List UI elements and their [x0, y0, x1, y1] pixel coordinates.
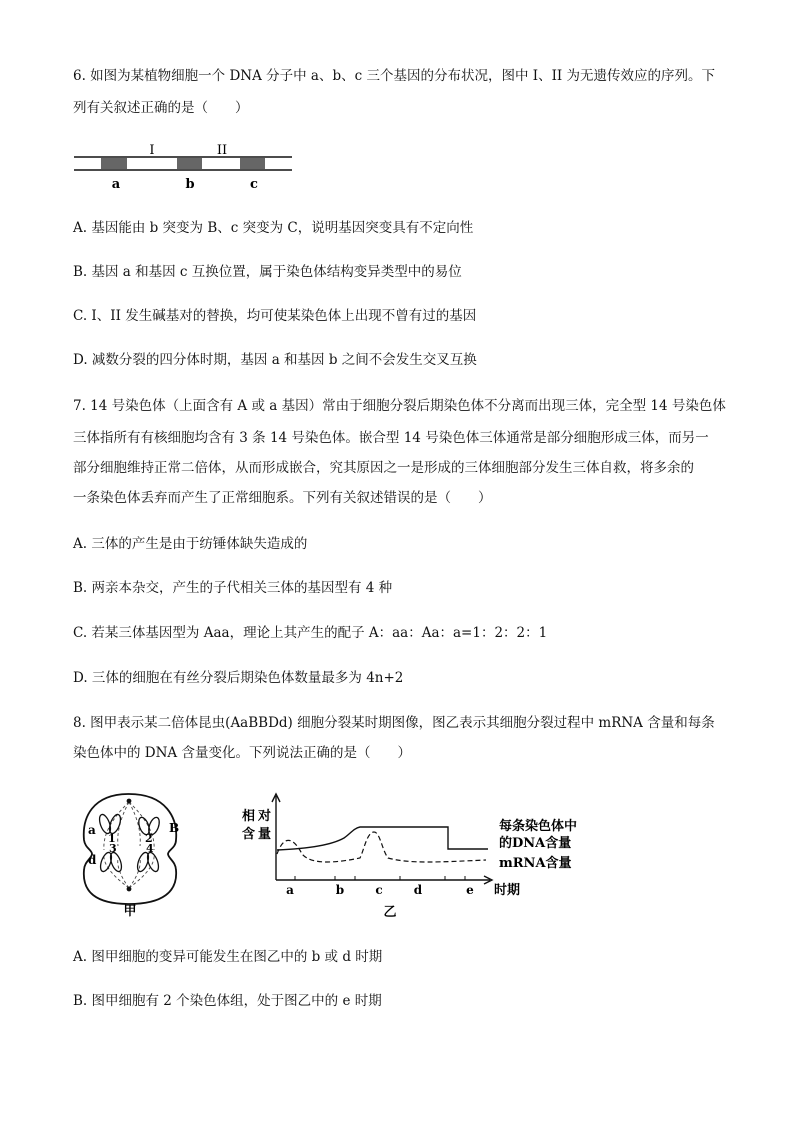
- x-tick-c: c: [375, 883, 383, 897]
- centriole-bottom: [127, 887, 132, 892]
- x-tick-d: d: [413, 883, 423, 897]
- y-label-char-2: 对: [258, 809, 272, 824]
- legend-dna-line1: 每条染色体中: [499, 819, 578, 834]
- gene-a-label: a: [111, 177, 121, 192]
- q6-option-a: A. 基因能由 b 突变为 B、c 突变为 C，说明基因突变具有不定向性: [73, 220, 474, 236]
- x-axis-label: 时期: [494, 883, 521, 898]
- y-label-char-3: 含: [242, 827, 256, 842]
- q7-option-b: B. 两亲本杂交，产生的子代相关三体的基因型有 4 种: [73, 580, 393, 596]
- gene-a-box: [101, 158, 127, 169]
- label-II: II: [216, 143, 228, 158]
- y-label-char-4: 量: [258, 827, 272, 842]
- q7-option-c: C. 若某三体基因型为 Aaa，理论上其产生的配子 A：aa：Aa：a=1：2：2：1: [73, 625, 548, 641]
- q7-stem-line4: 一条染色体丢弃而产生了正常细胞系。下列有关叙述错误的是（ ）: [73, 490, 492, 506]
- allele-B: B: [169, 821, 180, 835]
- allele-a: a: [88, 823, 96, 837]
- q6-option-d: D. 减数分裂的四分体时期，基因 a 和基因 b 之间不会发生交叉互换: [73, 352, 477, 368]
- y-axis-label: [242, 808, 271, 842]
- x-tick-e: e: [466, 883, 474, 897]
- gene-b-box: [177, 158, 202, 169]
- x-tick-b: b: [335, 883, 345, 897]
- q6-stem-line1: 6. 如图为某植物细胞一个 DNA 分子中 a、b、c 三个基因的分布状况，图中 I、II 为无遗传效应的序列。下: [73, 68, 716, 84]
- figure-yi-caption: 乙: [383, 905, 397, 920]
- chromosome-num-4: 4: [146, 842, 154, 855]
- gene-b-label: b: [185, 177, 195, 192]
- q8-stem-line2: 染色体中的 DNA 含量变化。下列说法正确的是（ ）: [73, 745, 411, 761]
- gene-c-label: c: [250, 177, 258, 192]
- x-tick-a: a: [286, 883, 294, 897]
- q6-option-b: B. 基因 a 和基因 c 互换位置，属于染色体结构变异类型中的易位: [73, 264, 462, 280]
- legend-dna-line2: 的DNA含量: [499, 836, 572, 851]
- q6-stem-line2: 列有关叙述正确的是（ ）: [73, 100, 249, 116]
- q7-stem-line1: 7. 14 号染色体（上面含有 A 或 a 基因）常由于细胞分裂后期染色体不分离而出现三体，完全型 14 号染色体: [73, 398, 726, 414]
- q8-option-a: A. 图甲细胞的变异可能发生在图乙中的 b 或 d 时期: [73, 949, 383, 965]
- legend-mrna: mRNA含量: [499, 856, 572, 871]
- allele-d: d: [88, 853, 97, 867]
- chromosome-num-3: 3: [109, 842, 117, 855]
- q7-option-a: A. 三体的产生是由于纺锤体缺失造成的: [73, 536, 308, 552]
- content-change-graph: [240, 792, 620, 920]
- y-label-char-1: 相: [242, 809, 256, 824]
- q6-option-c: C. I、II 发生碱基对的替换，均可使某染色体上出现不曾有过的基因: [73, 308, 477, 324]
- q8-stem-line1: 8. 图甲表示某二倍体昆虫(AaBBDd) 细胞分裂某时期图像，图乙表示其细胞分裂过程中 mRNA 含量和每条: [73, 715, 715, 731]
- cell-division-figure: [74, 788, 204, 918]
- q8-option-b: B. 图甲细胞有 2 个染色体组，处于图乙中的 e 时期: [73, 993, 382, 1009]
- label-I: I: [149, 143, 155, 158]
- chromosome-num-1: 1: [108, 832, 116, 845]
- q7-stem-line3: 部分细胞维持正常二倍体，从而形成嵌合，究其原因之一是形成的三体细胞部分发生三体自救，将多余的: [73, 460, 694, 476]
- q7-stem-line2: 三体指所有有核细胞均含有 3 条 14 号染色体。嵌合型 14 号染色体三体通常是部分细胞形成三体，而另一: [73, 430, 709, 446]
- q7-option-d: D. 三体的细胞在有丝分裂后期染色体数量最多为 4n+2: [73, 670, 404, 686]
- chromosome-num-2: 2: [145, 832, 153, 845]
- dna-gene-diagram: [74, 138, 298, 196]
- figure-jia-caption: 甲: [123, 904, 137, 918]
- gene-c-box: [240, 158, 265, 169]
- centriole-top: [127, 799, 132, 804]
